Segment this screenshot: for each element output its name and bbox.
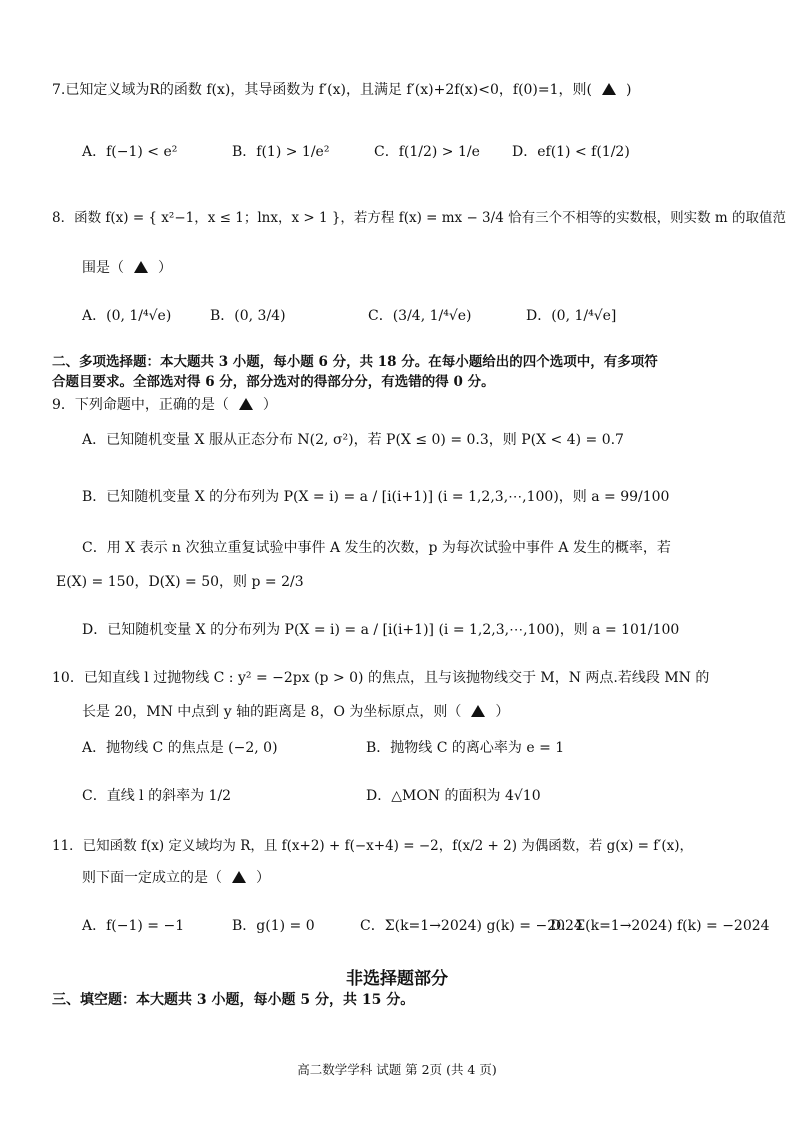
q9-option-b: B．已知随机变量 X 的分布列为 P(X = i) = a / [i(i+1)] (i = 1,2,3,⋯,100)，则 a = 99/100 xyxy=(82,489,670,505)
nonchoice-section-title: 非选择题部分 xyxy=(346,969,448,989)
page-footer: 高二数学学科 试题 第 2页 (共 4 页) xyxy=(297,1062,497,1077)
answer-placeholder-triangle-icon xyxy=(239,398,253,410)
q9-option-d: D．已知随机变量 X 的分布列为 P(X = i) = a / [i(i+1)] (i = 1,2,3,⋯,100)，则 a = 101/100 xyxy=(82,622,680,638)
q10-option-c: C．直线 l 的斜率为 1/2 xyxy=(82,788,232,804)
answer-placeholder-triangle-icon xyxy=(471,705,485,717)
section3-heading: 三、填空题：本大题共 3 小题，每小题 5 分，共 15 分。 xyxy=(52,992,415,1008)
q8-option-a: A．(0, 1/⁴√e) xyxy=(82,308,172,324)
answer-placeholder-triangle-icon xyxy=(134,261,148,273)
q10-option-b: B．抛物线 C 的离心率为 e = 1 xyxy=(366,740,565,756)
q7-option-d: D．ef(1) < f(1/2) xyxy=(512,144,630,160)
q8-option-c: C．(3/4, 1/⁴√e) xyxy=(368,308,472,324)
q9-option-c-line2: E(X) = 150，D(X) = 50，则 p = 2/3 xyxy=(56,574,304,590)
q11-option-a: A．f(−1) = −1 xyxy=(82,918,185,934)
q9-option-c-line1: C．用 X 表示 n 次独立重复试验中事件 A 发生的次数，p 为每次试验中事件 A 发生的概率，若 xyxy=(82,540,671,556)
section2-heading-line1: 二、多项选择题：本大题共 3 小题，每小题 6 分，共 18 分。在每小题给出的四个选项中，有多项符 xyxy=(52,354,658,370)
q9-stem: 9．下列命题中，正确的是（ ） xyxy=(52,397,277,413)
q11-stem-line2: 则下面一定成立的是（ ） xyxy=(82,870,270,886)
q11-stem-line1: 11．已知函数 f(x) 定义域均为 R，且 f(x+2) + f(−x+4) = −2，f(x/2 + 2) 为偶函数，若 g(x) = f′(x)， xyxy=(52,838,693,854)
q10-stem-line1: 10．已知直线 l 过抛物线 C : y² = −2px (p > 0) 的焦点，且与该抛物线交于 M，N 两点.若线段 MN 的 xyxy=(52,670,710,686)
answer-placeholder-triangle-icon xyxy=(232,871,246,883)
q11-option-d: D．Σ(k=1→2024) f(k) = −2024 xyxy=(550,918,770,934)
q8-stem: 8．函数 f(x) = { x²−1，x ≤ 1；lnx，x > 1 }，若方程 f(x) = mx − 3/4 恰有三个不相等的实数根，则实数 m 的取值范 xyxy=(52,210,786,226)
q8-stem-cont: 围是（ ） xyxy=(82,260,172,276)
q8-option-b: B．(0, 3/4) xyxy=(210,308,286,324)
q9-option-a: A．已知随机变量 X 服从正态分布 N(2, σ²)，若 P(X ≤ 0) = 0.3，则 P(X < 4) = 0.7 xyxy=(82,432,624,448)
q7-option-b: B．f(1) > 1/e² xyxy=(232,144,330,160)
q7-option-a: A．f(−1) < e² xyxy=(82,144,178,160)
section2-heading-line2: 合题目要求。全部选对得 6 分，部分选对的得部分分，有选错的得 0 分。 xyxy=(52,374,495,390)
q7-option-c: C．f(1/2) > 1/e xyxy=(374,144,480,160)
q7-stem: 7.已知定义域为R的函数 f(x)，其导函数为 f′(x)，且满足 f′(x)+2f(x)<0，f(0)=1，则( ) xyxy=(52,82,632,98)
q8-option-d: D．(0, 1/⁴√e] xyxy=(526,308,617,324)
answer-placeholder-triangle-icon xyxy=(602,83,616,95)
q10-stem-line2: 长是 20，MN 中点到 y 轴的距离是 8，O 为坐标原点，则（ ） xyxy=(82,704,510,720)
q11-option-c: C．Σ(k=1→2024) g(k) = −2024 xyxy=(360,918,583,934)
q11-option-b: B．g(1) = 0 xyxy=(232,918,315,934)
q10-option-a: A．抛物线 C 的焦点是 (−2, 0) xyxy=(82,740,278,756)
q10-option-d: D．△MON 的面积为 4√10 xyxy=(366,788,541,804)
